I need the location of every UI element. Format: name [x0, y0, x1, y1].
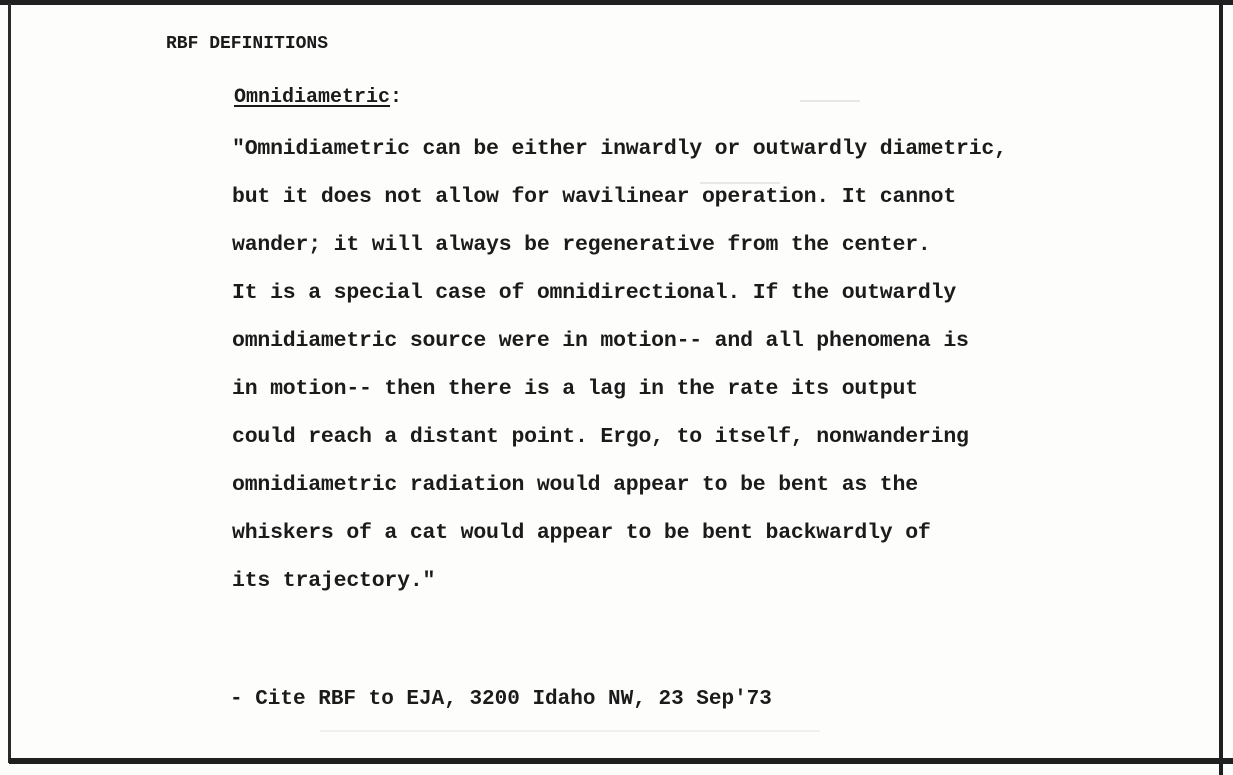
- quote-line: could reach a distant point. Ergo, to itself, nonwandering: [232, 425, 969, 449]
- card-border-bottom: [9, 758, 1233, 764]
- quote-line: but it does not allow for wavilinear operation. It cannot: [232, 185, 957, 209]
- card-border-top: [0, 0, 1233, 5]
- quote-line: omnidiametric radiation would appear to be bent as the: [232, 473, 918, 497]
- scan-speck: [800, 100, 860, 102]
- quote-line: "Omnidiametric can be either inwardly or outwardly diametric,: [232, 137, 1007, 161]
- quote-line: in motion-- then there is a lag in the rate its output: [232, 377, 918, 401]
- definition-term-colon: :: [390, 86, 403, 109]
- card-border-right: [1219, 3, 1223, 775]
- quote-line: omnidiametric source were in motion-- and all phenomena is: [232, 329, 969, 353]
- definition-term-word: Omnidiametric: [234, 86, 391, 109]
- document-header: RBF DEFINITIONS: [166, 34, 329, 54]
- card-border-left: [8, 3, 11, 763]
- quote-line: its trajectory.": [232, 569, 436, 593]
- citation: - Cite RBF to EJA, 3200 Idaho NW, 23 Sep'73: [230, 688, 772, 711]
- definition-quote: [232, 134, 1007, 614]
- quote-line: It is a special case of omnidirectional. If the outwardly: [232, 281, 957, 305]
- scan-speck: [320, 730, 820, 732]
- definition-term: [234, 86, 402, 109]
- quote-line: wander; it will always be regenerative from the center.: [232, 233, 931, 257]
- quote-line: whiskers of a cat would appear to be bent backwardly of: [232, 521, 931, 545]
